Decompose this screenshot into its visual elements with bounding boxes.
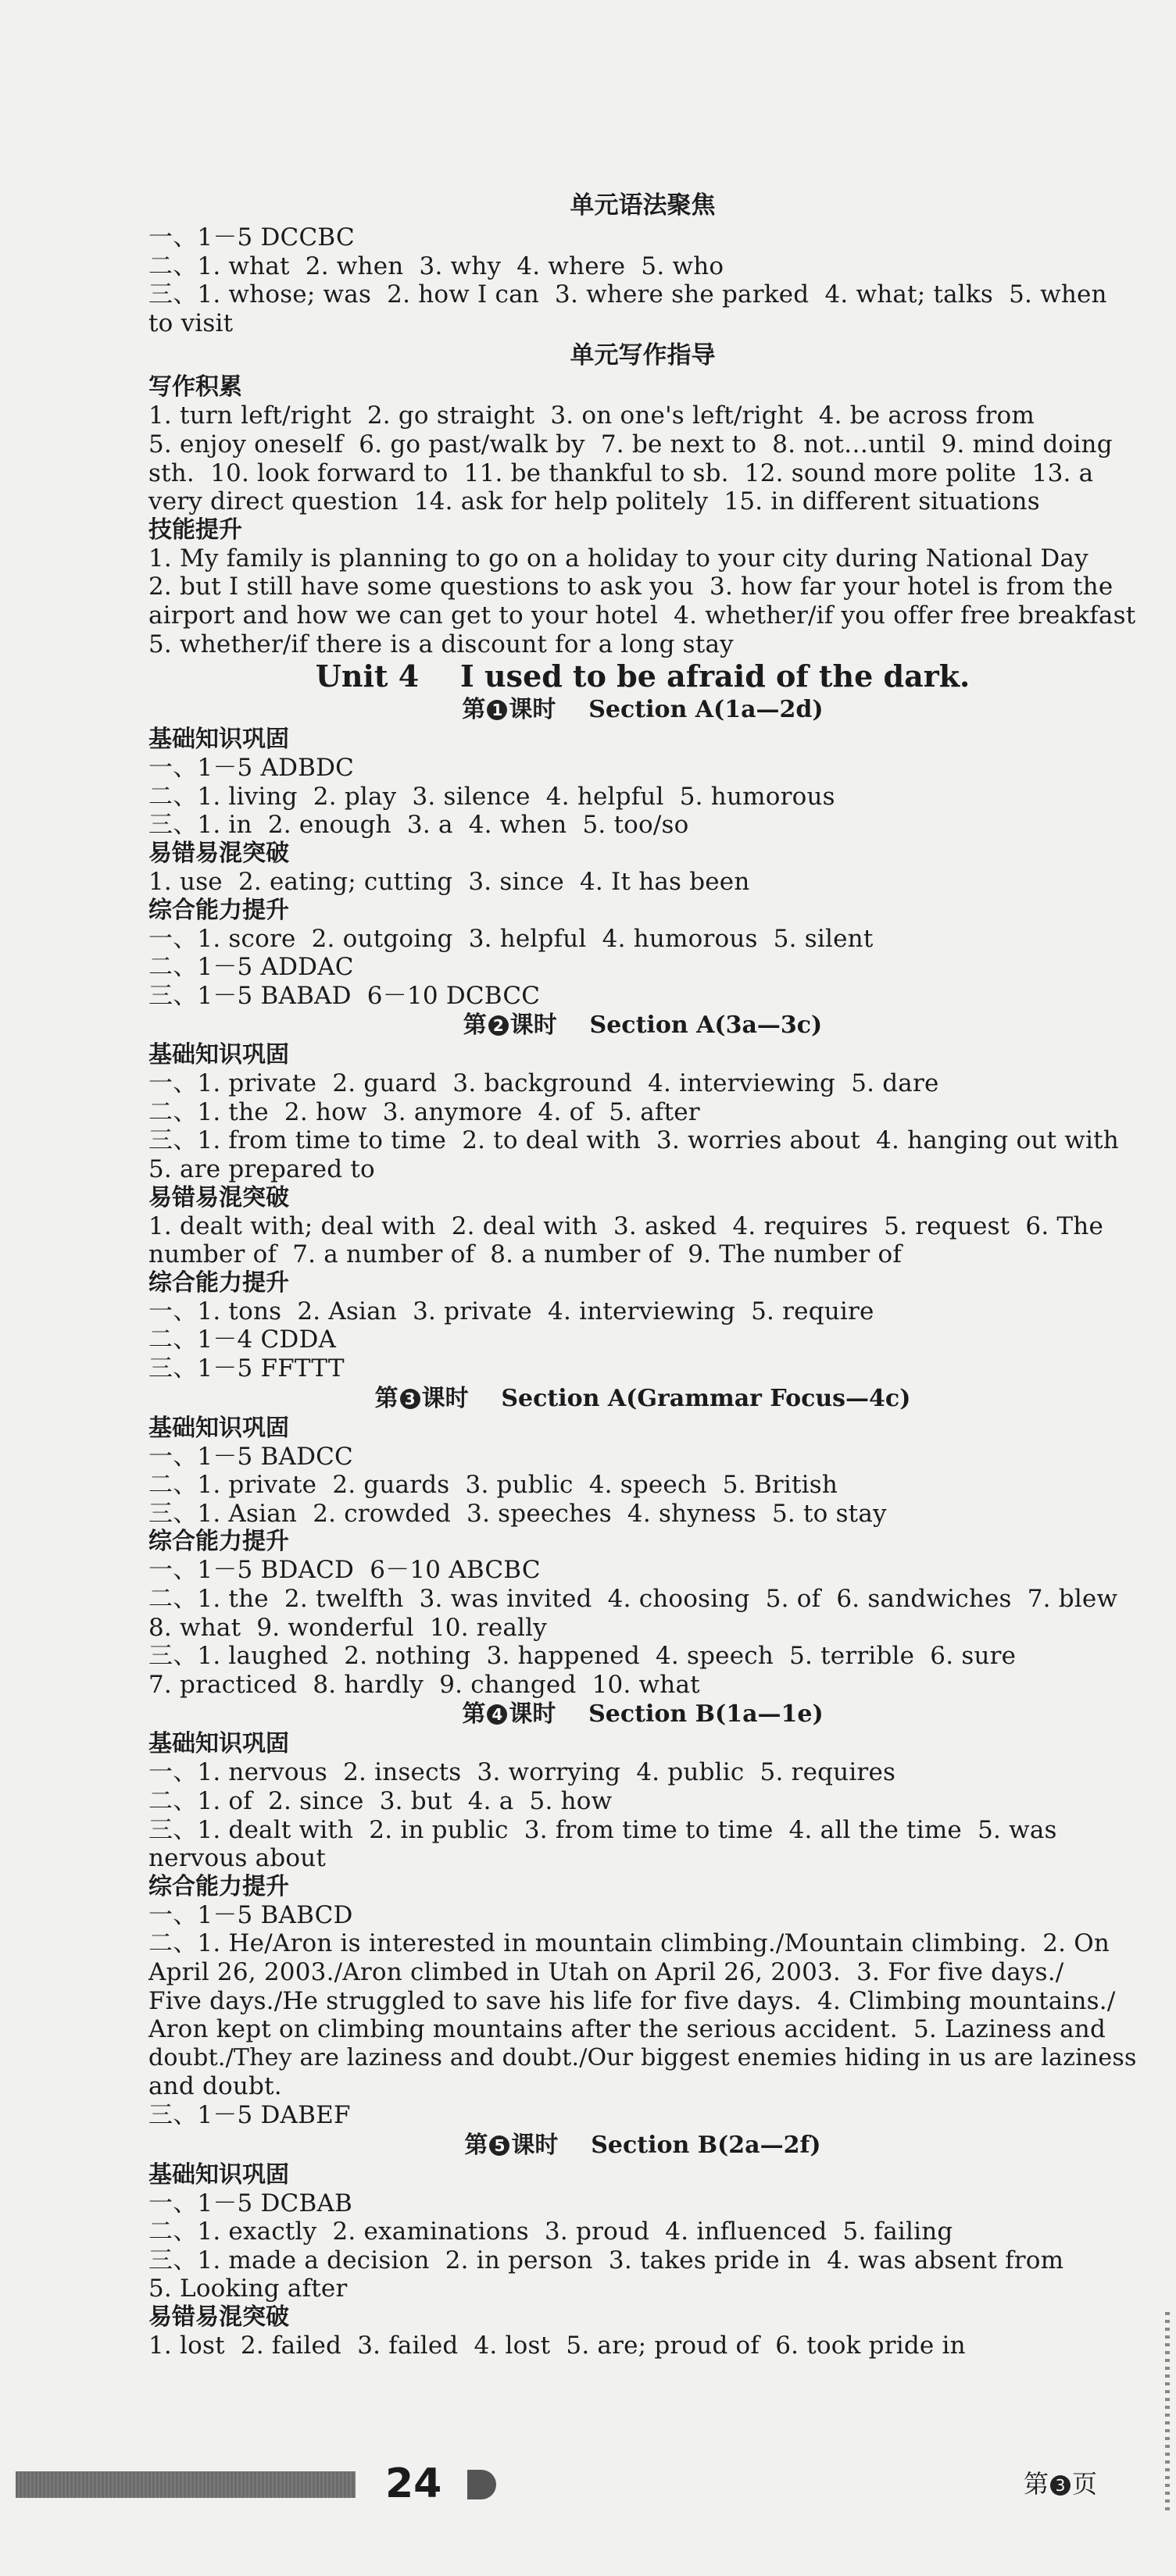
- answer-line: 5. are prepared to: [148, 1155, 375, 1184]
- answer-line: 1. use 2. eating; cutting 3. since 4. It has been: [148, 867, 750, 896]
- answer-line: 一、1－5 BABCD: [148, 1900, 353, 1929]
- footer-page-label: 第 3 页: [1024, 2469, 1098, 2499]
- answer-line: 2. but I still have some questions to ask you 3. how far your hotel is from the: [148, 573, 1113, 601]
- subsection-heading: 技能提升: [148, 516, 242, 544]
- answer-line: 一、1－5 ADBDC: [148, 754, 355, 783]
- answer-line: April 26, 2003./Aron climbed in Utah on April 26, 2003. 3. For five days./: [148, 1957, 1064, 1986]
- answer-line: 二、1. of 2. since 3. but 4. a 5. how: [148, 1786, 613, 1815]
- lesson-number-badge: 3: [400, 1389, 420, 1409]
- answer-line: 三、1. from time to time 2. to deal with 3. worries about 4. hanging out with: [148, 1126, 1119, 1155]
- lesson-title: 第 2 课时 Section A(3a—3c): [463, 1011, 823, 1040]
- answer-line: 一、1－5 DCBAB: [148, 2189, 353, 2217]
- answer-line: 5. Looking after: [148, 2275, 348, 2303]
- answer-line: 三、1. made a decision 2. in person 3. takes pride in 4. was absent from: [148, 2246, 1064, 2275]
- answer-line: number of 7. a number of 8. a number of 9. The number of: [148, 1240, 903, 1269]
- subsection-heading: 综合能力提升: [148, 1528, 289, 1556]
- answer-line: 1. lost 2. failed 3. failed 4. lost 5. are; proud of 6. took pride in: [148, 2331, 966, 2360]
- answer-line: 二、1. He/Aron is interested in mountain climbing./Mountain climbing. 2. On: [148, 1929, 1110, 1958]
- page-edge-dots: [1165, 2312, 1170, 2515]
- answer-line: 二、1－5 ADDAC: [148, 953, 354, 982]
- answer-line: 1. turn left/right 2. go straight 3. on one's left/right 4. be across from: [148, 401, 1035, 430]
- answer-line: 一、1. tons 2. Asian 3. private 4. interviewing 5. require: [148, 1297, 874, 1325]
- lesson-number-badge: 4: [487, 1704, 507, 1725]
- subsection-heading: 基础知识巩固: [148, 2160, 289, 2189]
- subsection-heading: 写作积累: [148, 373, 242, 401]
- answer-line: 一、1－5 DCCBC: [148, 223, 355, 252]
- answer-line: 二、1. living 2. play 3. silence 4. helpful 5. humorous: [148, 782, 835, 811]
- subsection-heading: 易错易混突破: [148, 839, 289, 867]
- answer-line: nervous about: [148, 1844, 327, 1873]
- subsection-heading: 基础知识巩固: [148, 1041, 289, 1069]
- lesson-title: 第 5 课时 Section B(2a—2f): [464, 2131, 821, 2159]
- lesson-title: 第 4 课时 Section B(1a—1e): [462, 1700, 824, 1729]
- answer-line: Five days./He struggled to save his life for five days. 4. Climbing mountains./: [148, 1986, 1116, 2015]
- footer-number: 24: [385, 2460, 442, 2507]
- lesson-number-badge: 2: [488, 1015, 509, 1036]
- subsection-heading: 基础知识巩固: [148, 726, 289, 754]
- section-title: 单元语法聚焦: [570, 191, 716, 219]
- answer-line: 三、1－5 DABEF: [148, 2100, 351, 2129]
- answer-line: 7. practiced 8. hardly 9. changed 10. what: [148, 1670, 700, 1699]
- subsection-heading: 易错易混突破: [148, 1183, 289, 1211]
- subsection-heading: 综合能力提升: [148, 1268, 289, 1297]
- footer-bar: [16, 2471, 356, 2498]
- answer-line: 二、1. the 2. how 3. anymore 4. of 5. after: [148, 1097, 700, 1126]
- answer-line: sth. 10. look forward to 11. be thankful to sb. 12. sound more polite 13. a: [148, 458, 1094, 487]
- answer-line: 二、1. private 2. guards 3. public 4. speech 5. British: [148, 1471, 838, 1500]
- answer-line: airport and how we can get to your hotel 4. whether/if you offer free breakfast: [148, 601, 1136, 630]
- answer-line: 三、1. laughed 2. nothing 3. happened 4. speech 5. terrible 6. sure: [148, 1642, 1017, 1671]
- answer-line: 5. whether/if there is a discount for a long stay: [148, 630, 734, 658]
- answer-line: and doubt.: [148, 2072, 282, 2101]
- answer-content: [148, 187, 1137, 2360]
- answer-line: 一、1. score 2. outgoing 3. helpful 4. humorous 5. silent: [148, 924, 874, 953]
- answer-line: 1. dealt with; deal with 2. deal with 3. asked 4. requires 5. request 6. The: [148, 1211, 1104, 1240]
- answer-line: 二、1. the 2. twelfth 3. was invited 4. choosing 5. of 6. sandwiches 7. blew: [148, 1585, 1118, 1613]
- answer-line: doubt./They are laziness and doubt./Our biggest enemies hiding in us are laziness: [148, 2043, 1137, 2071]
- answer-line: 一、1－5 BDACD 6－10 ABCBC: [148, 1556, 541, 1585]
- lesson-title: 第 3 课时 Section A(Grammar Focus—4c): [374, 1384, 911, 1412]
- lesson-number-badge: 5: [489, 2135, 509, 2156]
- answer-line: 二、1－4 CDDA: [148, 1325, 337, 1354]
- answer-line: Aron kept on climbing mountains after the serious accident. 5. Laziness and: [148, 2015, 1106, 2044]
- answer-line: very direct question 14. ask for help politely 15. in different situations: [148, 487, 1040, 516]
- answer-line: 三、1. dealt with 2. in public 3. from time to time 4. all the time 5. was: [148, 1815, 1057, 1844]
- answer-line: 一、1. private 2. guard 3. background 4. interviewing 5. dare: [148, 1069, 939, 1098]
- subsection-heading: 基础知识巩固: [148, 1414, 289, 1442]
- answer-line: 三、1－5 FFTTT: [148, 1354, 345, 1383]
- answer-line: 二、1. what 2. when 3. why 4. where 5. who: [148, 252, 724, 280]
- lesson-title: 第 1 课时 Section A(1a—2d): [462, 696, 824, 724]
- lesson-number-badge: 1: [487, 700, 507, 720]
- answer-line: 三、1－5 BABAD 6－10 DCBCC: [148, 981, 541, 1010]
- answer-line: 二、1. exactly 2. examinations 3. proud 4. influenced 5. failing: [148, 2217, 953, 2246]
- unit-title: Unit 4 I used to be afraid of the dark.: [315, 658, 970, 694]
- subsection-heading: 易错易混突破: [148, 2303, 289, 2331]
- answer-line: 三、1. in 2. enough 3. a 4. when 5. too/so: [148, 811, 689, 840]
- answer-line: 8. what 9. wonderful 10. really: [148, 1613, 547, 1642]
- footer-arrow-icon: [467, 2470, 499, 2499]
- answer-line: 一、1－5 BADCC: [148, 1442, 353, 1471]
- subsection-heading: 综合能力提升: [148, 896, 289, 924]
- answer-line: 5. enjoy oneself 6. go past/walk by 7. be next to 8. not…until 9. mind doing: [148, 430, 1113, 458]
- answer-line: to visit: [148, 309, 234, 337]
- answer-line: 三、1. whose; was 2. how I can 3. where she parked 4. what; talks 5. when: [148, 280, 1107, 309]
- subsection-heading: 综合能力提升: [148, 1872, 289, 1900]
- answer-line: 1. My family is planning to go on a holiday to your city during National Day: [148, 544, 1088, 573]
- answer-line: 三、1. Asian 2. crowded 3. speeches 4. shyness 5. to stay: [148, 1499, 887, 1528]
- subsection-heading: 基础知识巩固: [148, 1730, 289, 1758]
- section-title: 单元写作指导: [570, 341, 716, 370]
- answer-line: 一、1. nervous 2. insects 3. worrying 4. public 5. requires: [148, 1758, 896, 1787]
